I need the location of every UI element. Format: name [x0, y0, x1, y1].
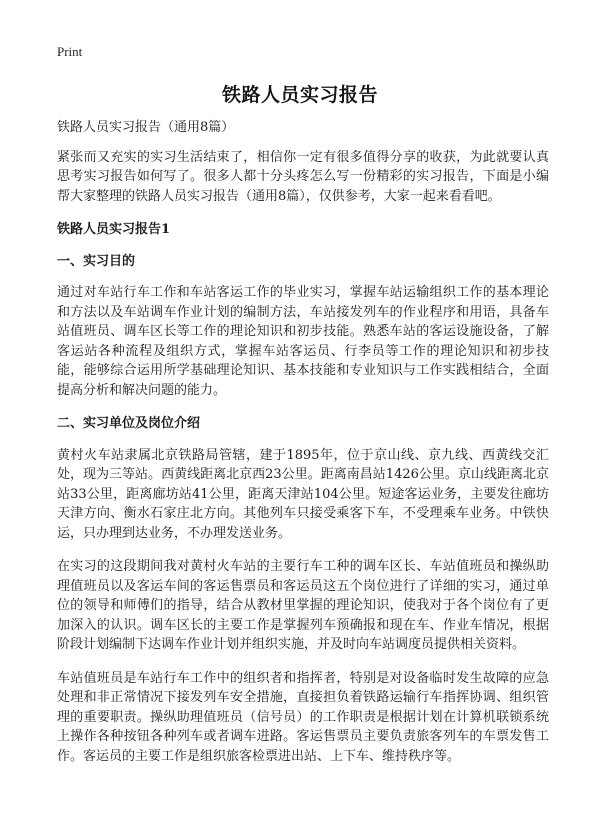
document-title: 铁路人员实习报告 [221, 84, 378, 106]
section-heading-purpose: 一、实习目的 [57, 253, 136, 269]
document-subtitle: 铁路人员实习报告（通用8篇） [57, 120, 235, 135]
report-heading: 铁路人员实习报告1 [57, 222, 171, 237]
intro-paragraph: 紧张而又充实的实习生活结束了，相信你一定有很多值得分享的收获，为此就要认真思考实习报告如何写了。很多人都十分头疼怎么写一份精彩的实习报告，下面是小编帮大家整理的铁路人员实习报告（通用8篇），仅供参考，大家一起来看看吧。 [57, 149, 549, 204]
unit-paragraph-2: 在实习的这段期间我对黄村火车站的主要行车工种的调车区长、车站值班员和操纵助理值班员以及客运车间的客运售票员和客运员这五个岗位进行了详细的实习，通过单位的领导和师傅们的指导，结合从教材里掌握的理论知识，使我对于各个岗位有了更加深入的认识。调车区长的主要工作是掌握列车预确报和现在车、作业车情况，根据阶段计划编制下达调车作业计划并组织实施，并及时向车站调度员提供相关资料。 [57, 559, 549, 652]
purpose-paragraph: 通过对车站行车工作和车站客运工作的毕业实习，掌握车站运输组织工作的基本理论和方法以及车站调车作业计划的编制方法，车站接发列车的作业程序和用语，具备车站值班员、调车区长等工作的理论知识和初步技能。熟悉车站的客运设施设备，了解客运站各种流程及组织方式，掌握车站客运员、行李员等工作的理论知识和初步技能，能够综合运用所学基础理论知识、基本技能和专业知识与工作实践相结合，全面提高分析和解决问题的能力。 [57, 285, 549, 398]
section-heading-unit: 二、实习单位及岗位介绍 [57, 416, 201, 431]
unit-paragraph-1: 黄村火车站隶属北京铁路局管辖，建于1895年，位于京山线、京九线、西黄线交汇处，现为三等站。西黄线距离北京西23公里。距离南昌站1426公里。京山线距离北京站33公里，距离廊坊站41公里，距离天津站104公里。短途客运业务，主要发往廊坊天津方向、衡水石家庄北方向。其他列车只接受乘客下车，不受理乘车业务。中铁快运，只办理到达业务，不办理发送业务。 [57, 447, 549, 541]
document-body [57, 118, 549, 780]
print-link[interactable]: Print [57, 44, 83, 59]
unit-paragraph-3: 车站值班员是车站行车工作中的组织者和指挥者，特别是对设备临时发生故障的应急处理和非正常情况下接发列车安全措施，直接担负着铁路运输行车指挥协调、组织管理的重要职责。操纵助理值班员（信号员）的工作职责是根据计划在计算机联锁系统上操作各种按钮各种列车或者调车进路。客运售票员主要负责旅客列车的车票发售工作。客运员的主要工作是组织旅客检票进出站、上下车、维持秩序等。 [57, 670, 549, 764]
